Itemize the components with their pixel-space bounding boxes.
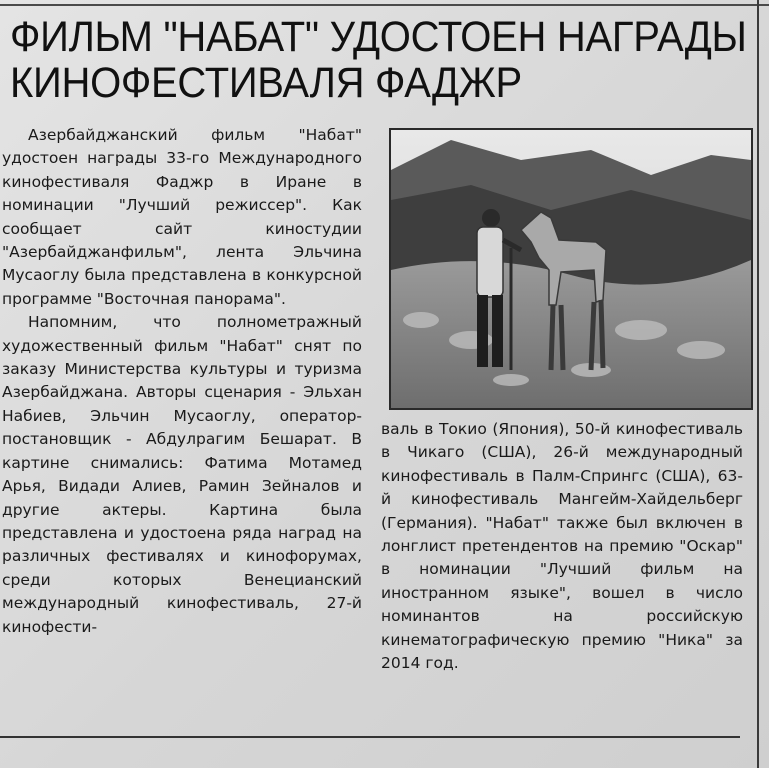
paragraph-1: Азербайджанский фильм "Набат" удостоен награды 33-го Международного кинофестиваля Фаджр в Иране в номинации "Лучший режиссер". Как сообщает сайт киностудии "Азербайджанфильм", лента Эльчина Мусаоглу была представлена в конкурсной программе "Восточная панорама". bbox=[2, 126, 362, 308]
headline-line-1: ФИЛЬМ "НАБАТ" УДОСТОЕН НАГРАДЫ bbox=[10, 13, 747, 61]
bottom-divider bbox=[0, 736, 740, 738]
film-still-photo bbox=[389, 128, 753, 410]
column-divider bbox=[757, 0, 759, 768]
headline-line-2: КИНОФЕСТИВАЛЯ ФАДЖР bbox=[10, 59, 522, 107]
top-divider bbox=[0, 4, 769, 6]
photo-illustration bbox=[391, 130, 751, 408]
article-column-right bbox=[381, 418, 743, 675]
article-column-left bbox=[2, 124, 362, 639]
paragraph-2-part-2: валь в Токио (Япония), 50-й кинофестиваль в Чикаго (США), 26-й международный кинофестиваль в Палм-Спрингс (США), 63-й кинофестиваль Мангейм-Хайдельберг (Германия). "Набат" также был включен в лонглист претендентов на премию "Оскар" в номинации "Лучший фильм на иностранном языке", вошел в число номинантов на российскую кинематографическую премию "Ника" за 2014 год. bbox=[381, 420, 743, 673]
paragraph-2-part-1: Напомним, что полнометражный художественный фильм "Набат" снят по заказу Министерства культуры и туризма Азербайджана. Авторы сценария - Эльхан Набиев, Эльчин Мусаоглу, оператор-постановщик - Абдулрагим Бешарат. В картине снимались: Фатима Мотамед Арья, Видади Алиев, Рамин Зейналов и другие актеры. Картина была представлена и удостоена ряда наград на различных фестивалях и кинофорумах, среди которых Венецианский международный кинофестиваль, 27-й кинофести- bbox=[2, 313, 362, 636]
article-headline bbox=[10, 13, 747, 107]
